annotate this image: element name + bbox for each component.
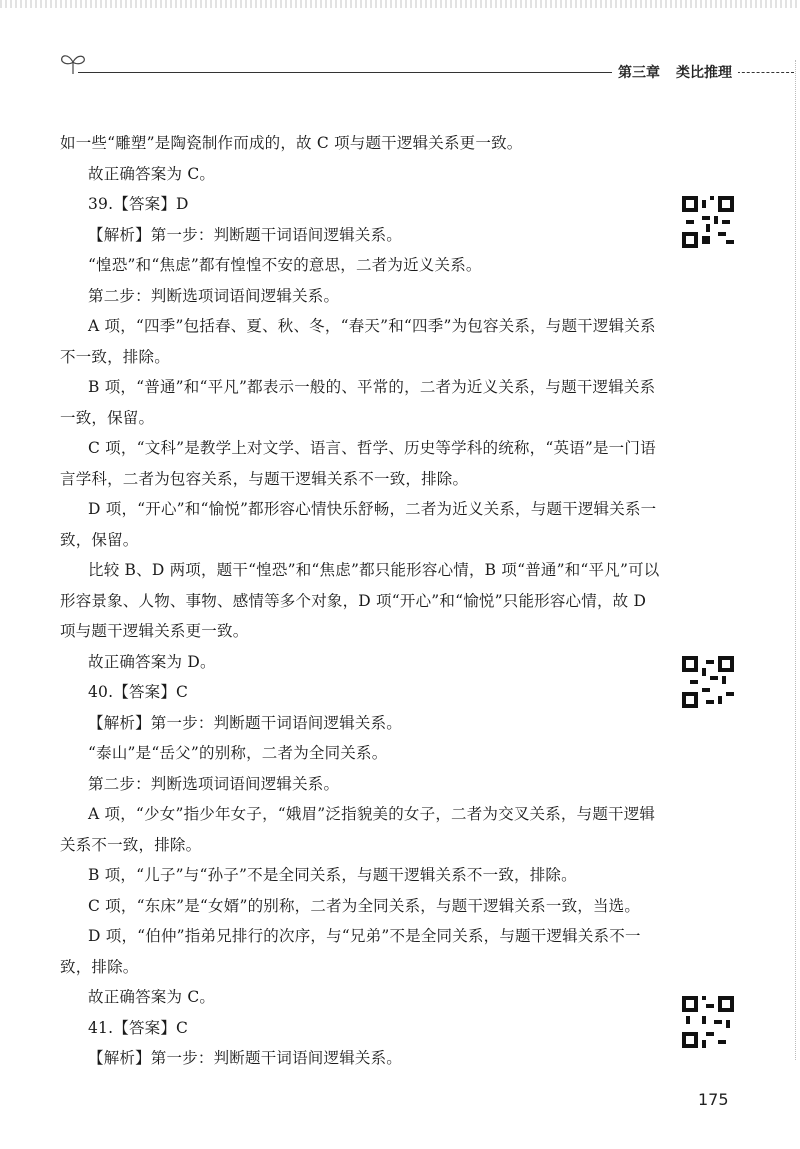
text-line: D 项，“伯仲”指弟兄排行的次序，与“兄弟”不是全同关系，与题干逻辑关系不一致，排除。 <box>60 927 641 976</box>
text-line: 故正确答案为 C。 <box>88 164 216 183</box>
qr-code-41[interactable] <box>682 996 734 1048</box>
header-rule-dashed <box>732 72 794 73</box>
answer-line: 39.【答案】D <box>88 195 189 213</box>
page-number: 175 <box>698 1090 729 1109</box>
chapter-heading <box>612 62 738 82</box>
qr-code-40[interactable] <box>682 656 734 708</box>
text-line: A 项，“少女”指少年女子，“娥眉”泛指貌美的女子，二者为交叉关系，与题干逻辑关系不一致，排除。 <box>60 805 656 854</box>
text-line: “泰山”是“岳父”的别称，二者为全同关系。 <box>88 744 388 762</box>
qr-code-39[interactable] <box>682 196 734 248</box>
answer-line: 41.【答案】C <box>88 1018 189 1037</box>
text-line: A 项，“四季”包括春、夏、秋、冬，“春天”和“四季”为包容关系，与题干逻辑关系不一致，排除。 <box>60 317 656 366</box>
text-line: 如一些“雕塑”是陶瓷制作而成的，故 C 项与题干逻辑关系更一致。 <box>60 134 523 152</box>
text-line: 第二步：判断选项词语间逻辑关系。 <box>88 286 340 305</box>
text-line: C 项，“东床”是“女婿”的别称，二者为全同关系，与题干逻辑关系一致，当选。 <box>88 896 641 915</box>
text-line: B 项，“普通”和“平凡”都表示一般的、平常的，二者为近义关系，与题干逻辑关系一致，保留。 <box>60 378 656 427</box>
page-header <box>52 44 800 84</box>
chapter-section: 类比推理 <box>676 65 732 81</box>
analysis-line: 【解析】第一步：判断题干词语间逻辑关系。 <box>88 713 403 732</box>
text-line: 故正确答案为 C。 <box>88 988 216 1006</box>
text-line: 比较 B、D 两项，题干“惶恐”和“焦虑”都只能形容心情，B 项“普通”和“平凡”可以形容景象、人物、事物、感情等多个对象，D 项“开心”和“愉悦”只能形容心情，故 D 项与题干逻辑关系更一致。 <box>60 561 660 640</box>
analysis-line: 【解析】第一步：判断题干词语间逻辑关系。 <box>88 225 403 244</box>
text-line: “惶恐”和“焦虑”都有惶惶不安的意思，二者为近义关系。 <box>88 256 482 274</box>
page-body <box>60 128 660 1074</box>
analysis-line: 【解析】第一步：判断题干词语间逻辑关系。 <box>88 1049 403 1067</box>
answer-line: 40.【答案】C <box>88 683 189 701</box>
text-line: 第二步：判断选项词语间逻辑关系。 <box>88 774 340 793</box>
scan-edge-noise <box>0 0 800 8</box>
text-line: 故正确答案为 D。 <box>88 652 216 671</box>
qr-code-icon <box>682 996 734 1048</box>
text-line: D 项，“开心”和“愉悦”都形容心情快乐舒畅，二者为近义关系，与题干逻辑关系一致，保留。 <box>60 500 657 549</box>
qr-code-icon <box>682 656 734 708</box>
text-line: B 项，“儿子”与“孙子”不是全同关系，与题干逻辑关系不一致，排除。 <box>88 866 577 884</box>
scan-right-edge <box>795 60 796 1060</box>
header-rule <box>78 72 648 73</box>
text-line: C 项，“文科”是教学上对文学、语言、哲学、历史等学科的统称，“英语”是一门语言学科，二者为包容关系，与题干逻辑关系不一致，排除。 <box>60 439 656 488</box>
chapter-number: 第三章 <box>618 65 660 81</box>
qr-code-icon <box>682 196 734 248</box>
